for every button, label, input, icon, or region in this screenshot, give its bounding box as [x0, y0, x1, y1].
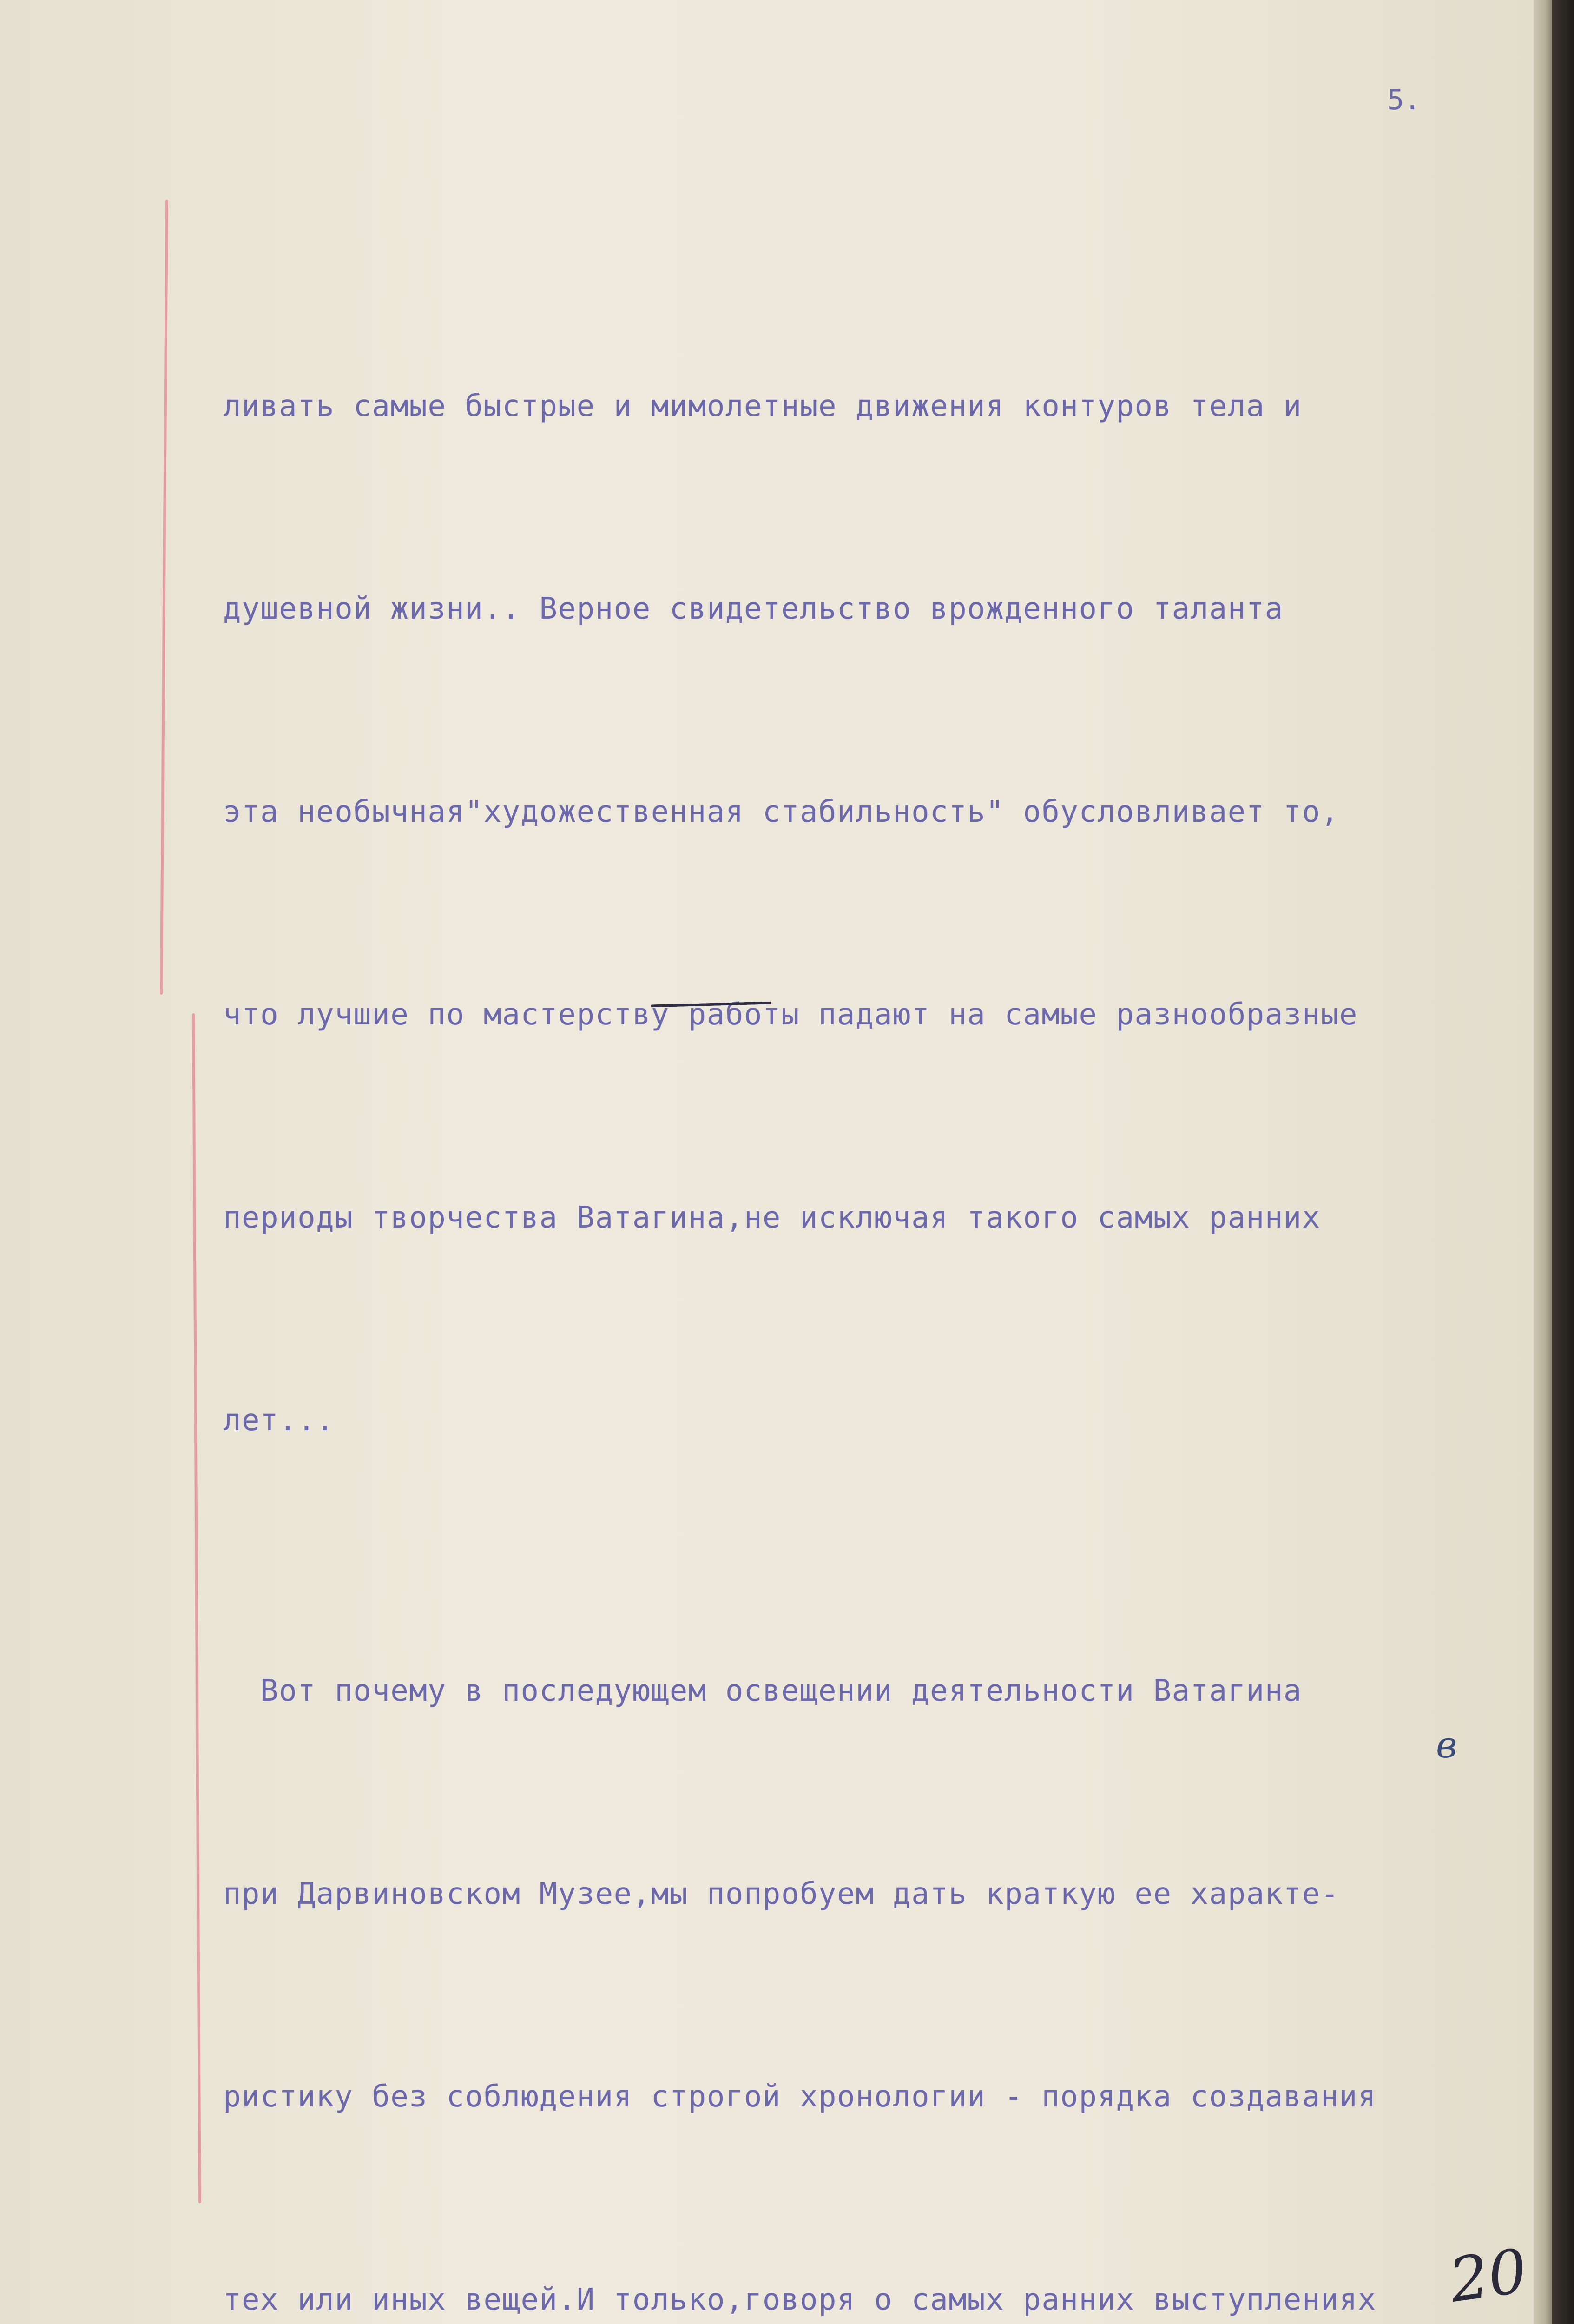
- scan-background: [1552, 0, 1574, 2324]
- text-line: что лучшие по мастерству работы падают на самые разнообразные: [223, 997, 1358, 1032]
- text-line: душевной жизни.. Верное свидетельство врожденного таланта: [223, 592, 1284, 626]
- text-line: Вот почему в последующем освещении деятельности Ватагина: [223, 1674, 1302, 1708]
- page-edge-shadow: [1534, 0, 1552, 2324]
- typewritten-text: [223, 170, 1534, 2324]
- handwritten-correction: в: [1436, 1724, 1457, 1766]
- text-line: при Дарвиновском Музее,мы попробуем дать краткую ее характе-: [223, 1876, 1339, 1911]
- margin-pencil-line: [160, 200, 168, 995]
- text-line: периоды творчества Ватагина,не исключая такого самых ранних: [223, 1200, 1321, 1235]
- text-line: тех или иных вещей.И только,говоря о самых ранних выступлениях: [223, 2282, 1376, 2317]
- folio-number: 20: [1445, 2235, 1532, 2316]
- margin-pencil-line: [192, 1013, 201, 2203]
- text-line: эта необычная"художественная стабильность" обусловливает то,: [223, 794, 1339, 829]
- page-number: 5.: [1387, 84, 1421, 116]
- text-line: лет...: [223, 1403, 335, 1438]
- text-line: ристику без соблюдения строгой хронологии - порядка создавания: [223, 2080, 1376, 2114]
- text-line: ливать самые быстрые и мимолетные движения контуров тела и: [223, 389, 1302, 423]
